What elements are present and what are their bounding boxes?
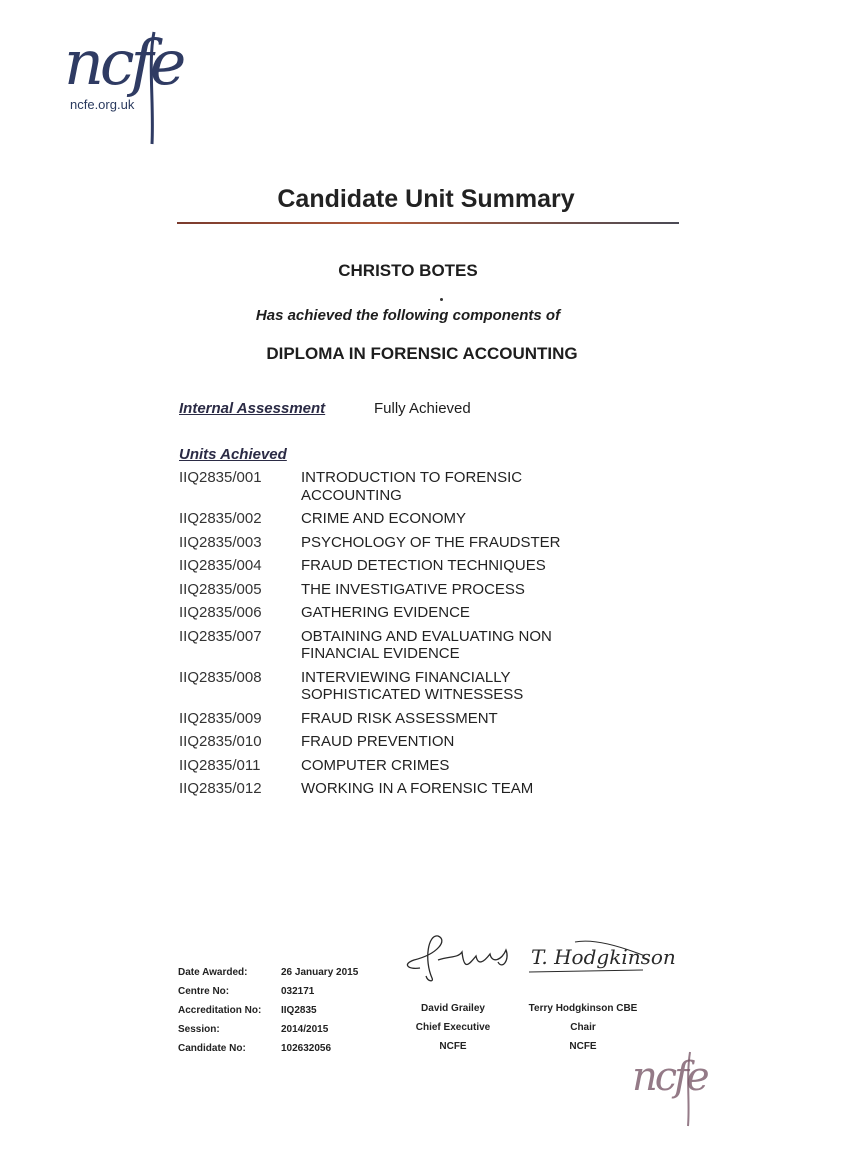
unit-code: IIQ2835/012 [179,780,262,797]
session-row [178,1020,358,1039]
session-label: Session: [178,1024,220,1035]
unit-name: OBTAINING AND EVALUATING NON FINANCIAL EVIDENCE [301,627,552,662]
unit-code: IIQ2835/002 [179,510,262,527]
signature-david-grailey [398,930,518,984]
signature-terry-hodgkinson [525,930,676,984]
signatory-1 [400,999,506,1056]
unit-code: IIQ2835/008 [179,668,262,686]
qualification-title: DIPLOMA IN FORENSIC ACCOUNTING [266,344,578,363]
unit-name: FRAUD PREVENTION [301,733,455,750]
candidate-no-value: 102632056 [281,1043,332,1054]
date-awarded-row [178,963,358,982]
ncfe-logo [62,22,232,152]
logo-url: ncfe.org.uk [70,97,135,112]
unit-row [179,581,639,599]
unit-name: WORKING IN A FORENSIC TEAM [301,780,534,797]
unit-row [179,510,639,528]
candidate-no-label: Candidate No: [178,1043,246,1054]
unit-code: IIQ2835/011 [179,756,261,774]
signatory-2 [522,999,644,1056]
unit-row [179,604,639,622]
unit-name: PSYCHOLOGY OF THE FRAUDSTER [301,533,561,551]
unit-name: THE INVESTIGATIVE PROCESS [301,580,525,598]
signatory-2-name: Terry Hodgkinson CBE [528,1003,638,1014]
unit-code: IIQ2835/003 [179,533,262,551]
speck [440,298,443,301]
unit-code: IIQ2835/009 [179,709,262,727]
page-title: Candidate Unit Summary [277,185,575,213]
unit-row [179,710,639,728]
logo-wordmark: ncfe [64,26,183,99]
accreditation-no-value: IIQ2835 [281,1005,317,1016]
unit-row [179,628,639,663]
centre-no-row [178,982,358,1001]
achieved-text: Has achieved the following components of [255,307,561,324]
unit-row [179,557,639,575]
unit-name: FRAUD DETECTION TECHNIQUES [301,557,546,574]
units-list [179,469,639,804]
award-details [178,963,358,1058]
signatory-1-role: Chief Executive [415,1022,491,1033]
unit-row [179,733,639,751]
unit-code: IIQ2835/007 [179,627,262,645]
unit-name: CRIME AND ECONOMY [301,510,467,527]
internal-assessment-value: Fully Achieved [374,400,471,417]
unit-name: FRAUD RISK ASSESSMENT [301,709,498,727]
unit-row [179,669,639,704]
accreditation-no-row [178,1001,358,1020]
signatory-1-name: David Grailey [421,1003,485,1014]
unit-row [179,780,639,798]
centre-no-value: 032171 [281,986,315,997]
unit-row [179,469,639,504]
unit-name: INTRODUCTION TO FORENSIC ACCOUNTING [301,469,523,504]
svg-text:ncfe: ncfe [632,1054,707,1100]
unit-name: GATHERING EVIDENCE [301,604,470,621]
signatory-2-org: NCFE [569,1041,597,1052]
unit-row [179,534,639,552]
unit-code: IIQ2835/005 [179,580,262,598]
signatory-1-org: NCFE [439,1041,467,1052]
date-awarded-value: 26 January 2015 [281,967,359,978]
unit-name: COMPUTER CRIMES [301,756,450,774]
accreditation-no-label: Accreditation No: [178,1005,262,1016]
unit-code: IIQ2835/010 [179,733,262,750]
unit-name: INTERVIEWING FINANCIALLY SOPHISTICATED WITNESSESS [301,668,524,703]
signatory-2-role: Chair [570,1022,596,1033]
unit-code: IIQ2835/006 [179,604,262,621]
centre-no-label: Centre No: [178,986,230,997]
internal-assessment-label: Internal Assessment [179,400,326,417]
date-awarded-label: Date Awarded: [178,967,248,978]
ncfe-seal-stamp [630,1048,740,1128]
session-value: 2014/2015 [281,1024,329,1035]
unit-row [179,757,639,775]
candidate-no-row [178,1039,358,1058]
unit-code: IIQ2835/001 [179,469,262,486]
title-rule [177,222,679,224]
units-achieved-label: Units Achieved [179,446,287,463]
unit-code: IIQ2835/004 [179,557,262,574]
svg-text:T. Hodgkinson: T. Hodgkinson [531,945,676,969]
candidate-name: CHRISTO BOTES [338,261,478,280]
